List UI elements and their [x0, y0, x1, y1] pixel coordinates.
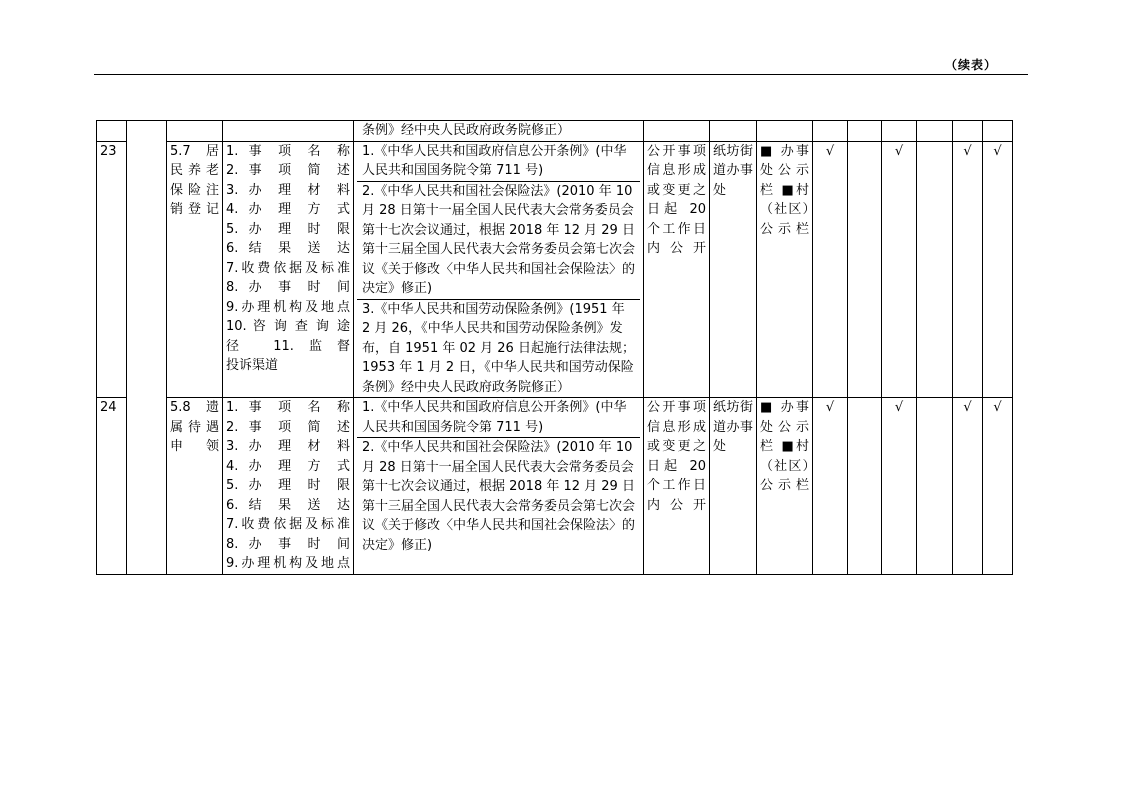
content-item: 6. 结 果 送 达: [226, 497, 350, 513]
item-name: 5.8 遗属待遇申领: [167, 398, 223, 575]
table-row-continuation: [97, 121, 1013, 142]
content-list: [223, 141, 354, 398]
content-item: 5. 办 理 时 限: [226, 478, 350, 493]
check-mark: √: [882, 141, 917, 398]
law-text: 1.《中华人民共和国政府信息公开条例》(中华人民共和国国务院令第 711 号): [362, 400, 627, 435]
content-item: 8. 办 事 时 间: [226, 536, 350, 552]
time-limit: 公开事项信息形成或变更之日起 20 个工作日内公开: [644, 398, 710, 575]
content-item: 3. 办 理 材 料: [226, 439, 350, 454]
continued-label: （续表）: [944, 58, 997, 72]
check-mark: √: [813, 141, 848, 398]
check-mark: √: [813, 398, 848, 575]
content-item: 8. 办 事 时 间: [226, 280, 350, 295]
disclosure-channel: ■ 办事处公示栏 ■村（社区）公示栏: [757, 398, 813, 575]
law-text: 2.《中华人民共和国社会保险法》(2010 年 10 月 28 日第十一届全国人民代表大会常务委员会第十七次会议通过，根据 2018 年 12 月 29 日第十三届全国人民代表大会常务委员会第七次会议《关于修改〈中华人民共和国社会保险法〉的决定》修正): [357, 437, 640, 555]
law-text: 条例》经中央人民政府政务院修正）: [362, 123, 571, 138]
content-item: 9.办理机构及地点: [226, 556, 350, 571]
content-item: 1. 事 项 名 称: [226, 143, 350, 159]
content-item: 7.收费依据及标准: [226, 517, 350, 532]
check-mark: √: [953, 141, 983, 398]
item-name: 5.7 居民养老保险注销登记: [167, 141, 223, 398]
check-mark: [917, 141, 953, 398]
content-item: 径 11.监督: [226, 338, 350, 354]
table-row: [97, 141, 1013, 398]
check-mark: √: [882, 398, 917, 575]
content-item: 2. 事 项 简 述: [226, 419, 350, 435]
responsible-subject: 纸坊街道办事处: [710, 141, 757, 398]
responsible-subject: 纸坊街道办事处: [710, 398, 757, 575]
content-list: [223, 398, 354, 575]
header-rule: [94, 74, 1028, 75]
content-item: 3. 办 理 材 料: [226, 182, 350, 198]
check-mark: [917, 398, 953, 575]
content-item: 2. 事 项 简 述: [226, 163, 350, 178]
law-cell: [354, 141, 644, 398]
content-item: 4. 办 理 方 式: [226, 458, 350, 474]
check-mark: [848, 398, 882, 575]
content-item: 6. 结 果 送 达: [226, 241, 350, 256]
time-limit: 公开事项信息形成或变更之日起 20 个工作日内公开: [644, 141, 710, 398]
content-item: 10. 咨 询 查 询 途: [226, 319, 350, 334]
content-item: 1. 事 项 名 称: [226, 400, 350, 415]
content-item: 7.收费依据及标准: [226, 260, 350, 276]
cell-category-merged: [127, 121, 167, 575]
law-text: 3.《中华人民共和国劳动保险条例》(1951 年 2 月 26，《中华人民共和国劳动保险条例》发布，自 1951 年 02 月 26 日起施行法律法规；1953 年 1 月 2 日，《中华人民共和国劳动保险条例》经中央人民政府政务院修正）: [357, 299, 640, 398]
content-item: 投诉渠道: [226, 358, 279, 373]
content-item: 4. 办 理 方 式: [226, 202, 350, 217]
check-mark: √: [983, 141, 1013, 398]
disclosure-channel: ■ 办事处公示栏 ■村（社区）公示栏: [757, 141, 813, 398]
check-mark: √: [983, 398, 1013, 575]
law-cell: [354, 398, 644, 575]
law-text: 2.《中华人民共和国社会保险法》(2010 年 10 月 28 日第十一届全国人民代表大会常务委员会第十七次会议通过，根据 2018 年 12 月 29 日第十三届全国人民代表大会常务委员会第七次会议《关于修改〈中华人民共和国社会保险法〉的决定》修正): [357, 181, 640, 299]
table-row: [97, 398, 1013, 575]
check-mark: √: [953, 398, 983, 575]
row-number: 23: [97, 141, 127, 398]
row-number: 24: [97, 398, 127, 575]
law-cell: [354, 121, 644, 142]
content-item: 9.办理机构及地点: [226, 299, 350, 315]
content-item: 5. 办 理 时 限: [226, 221, 350, 237]
check-mark: [848, 141, 882, 398]
law-text: 1.《中华人民共和国政府信息公开条例》(中华人民共和国国务院令第 711 号): [362, 143, 627, 178]
disclosure-table: [96, 120, 1013, 575]
